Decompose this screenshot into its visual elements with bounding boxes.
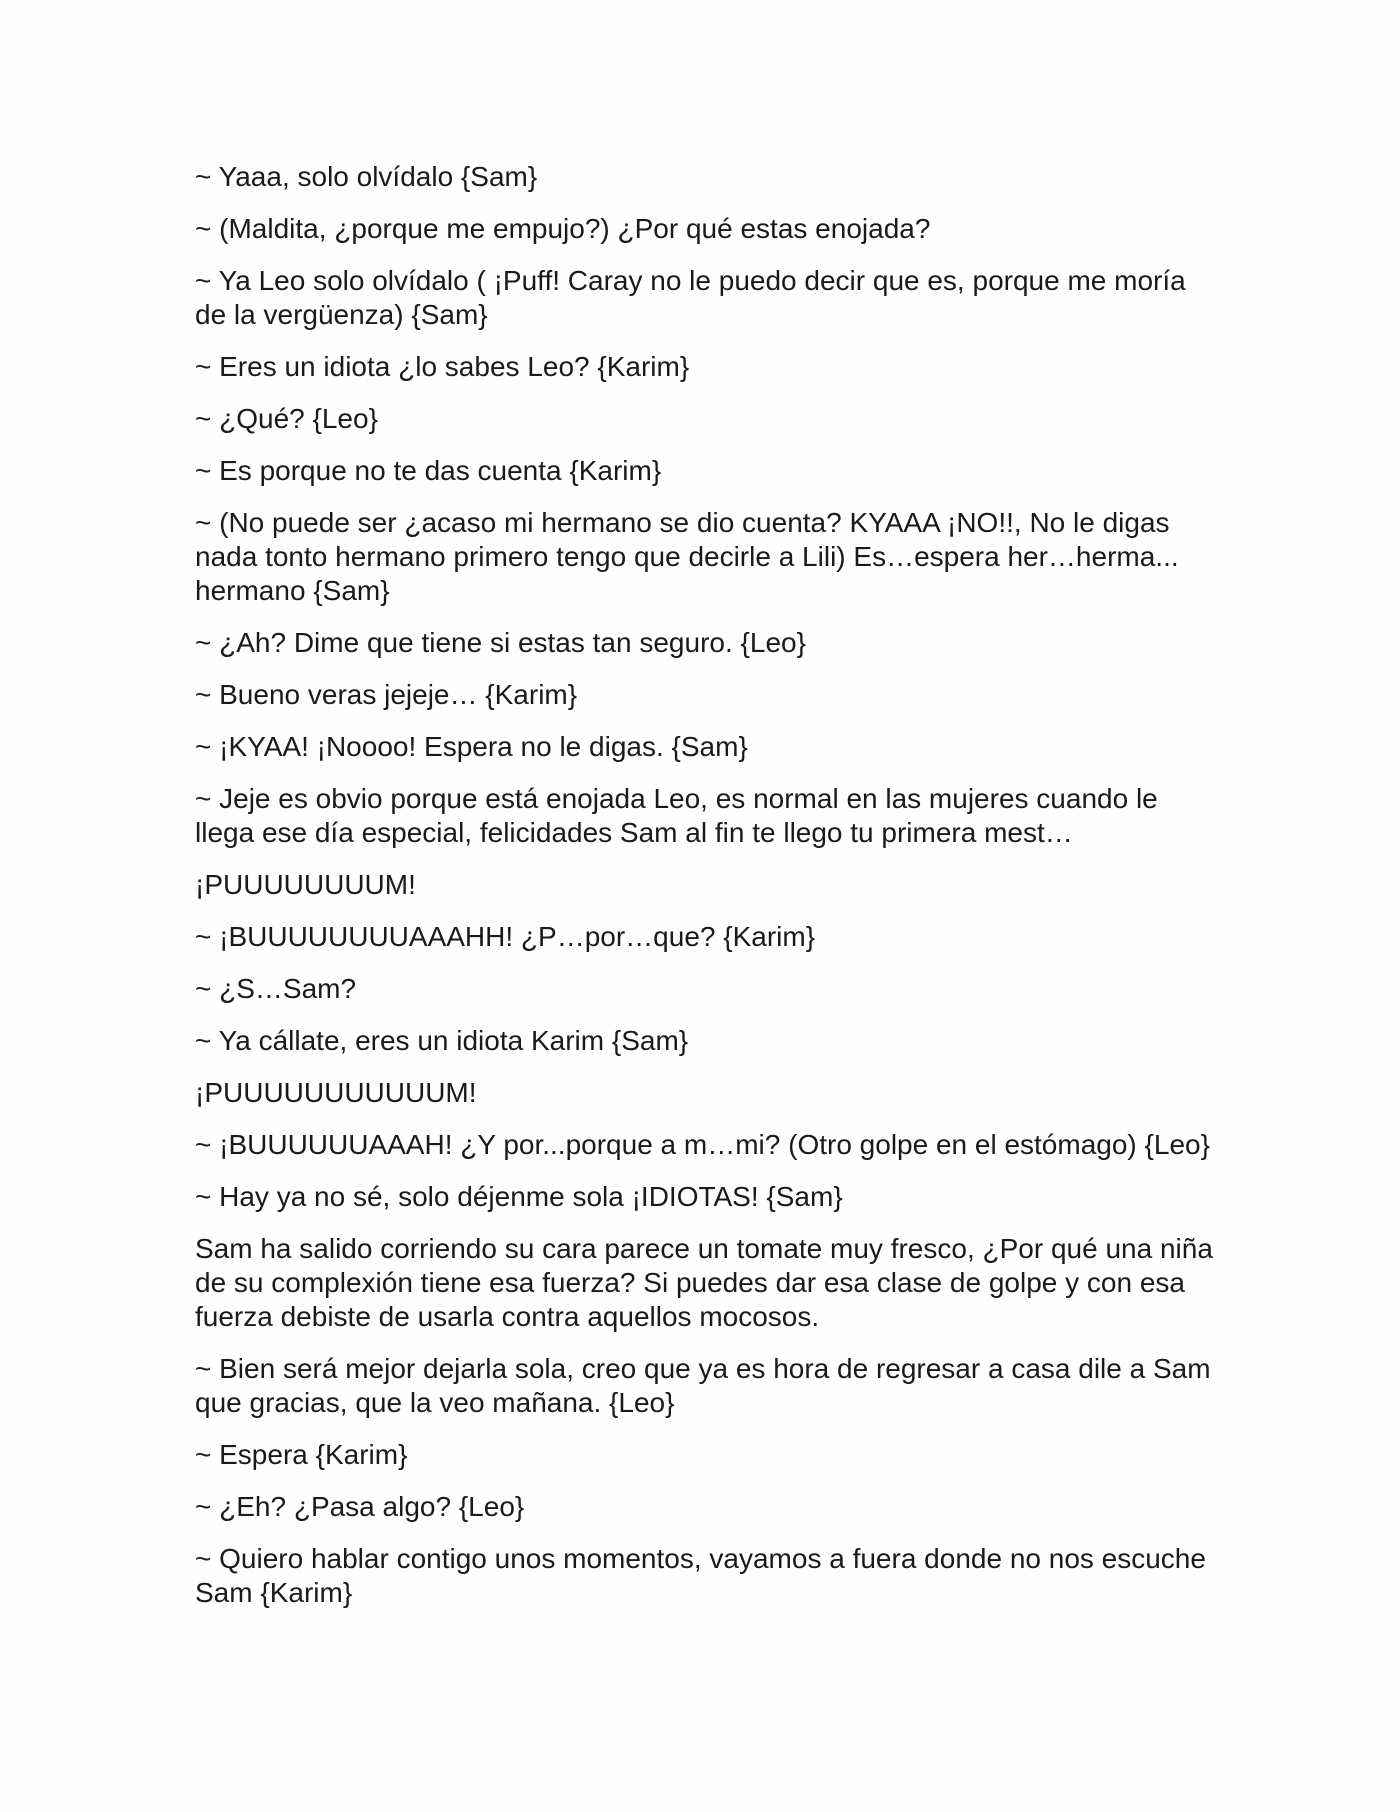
paragraph: ¡PUUUUUUUUM! [195, 869, 416, 900]
paragraph: ~ Espera {Karim} [195, 1439, 408, 1470]
paragraph: ~ ¡BUUUUUUAAAH! ¿Y por...porque a m…mi? (Otro golpe en el estómago) {Leo} [195, 1129, 1210, 1160]
paragraph: ~ (No puede ser ¿acaso mi hermano se dio cuenta? KYAAA ¡NO!!, No le digas nada tonto hermano primero tengo que decirle a Lili) Es…espera her…herma... hermano {Sam} [195, 507, 1187, 606]
paragraph: ~ ¿Qué? {Leo} [195, 403, 378, 434]
paragraph: ~ Ya Leo solo olvídalo ( ¡Puff! Caray no le puedo decir que es, porque me moría de la vergüenza) {Sam} [195, 265, 1194, 330]
paragraph: ¡PUUUUUUUUUUUM! [195, 1077, 477, 1108]
paragraph: ~ ¡BUUUUUUUUAAAHH! ¿P…por…que? {Karim} [195, 921, 816, 952]
paragraph: ~ Bueno veras jejeje… {Karim} [195, 679, 578, 710]
document-body [195, 160, 1221, 1628]
paragraph: ~ ¿Eh? ¿Pasa algo? {Leo} [195, 1491, 525, 1522]
paragraph: ~ (Maldita, ¿porque me empujo?) ¿Por qué estas enojada? [195, 213, 931, 244]
paragraph: ~ Jeje es obvio porque está enojada Leo, es normal en las mujeres cuando le llega ese día especial, felicidades Sam al fin te llego tu primera mest… [195, 783, 1166, 848]
paragraph: Sam ha salido corriendo su cara parece un tomate muy fresco, ¿Por qué una niña de su complexión tiene esa fuerza? Si puedes dar esa clase de golpe y con esa fuerza debiste de usarla contra aquellos mocosos. [195, 1233, 1221, 1332]
paragraph: ~ ¡KYAA! ¡Noooo! Espera no le digas. {Sam} [195, 731, 748, 762]
paragraph: ~ Eres un idiota ¿lo sabes Leo? {Karim} [195, 351, 690, 382]
paragraph: ~ Es porque no te das cuenta {Karim} [195, 455, 662, 486]
paragraph: ~ Quiero hablar contigo unos momentos, vayamos a fuera donde no nos escuche Sam {Karim} [195, 1543, 1214, 1608]
paragraph: ~ Yaaa, solo olvídalo {Sam} [195, 161, 538, 192]
paragraph: ~ Ya cállate, eres un idiota Karim {Sam} [195, 1025, 689, 1056]
paragraph: ~ Bien será mejor dejarla sola, creo que ya es hora de regresar a casa dile a Sam que gracias, que la veo mañana. {Leo} [195, 1353, 1219, 1418]
paragraph: ~ ¿Ah? Dime que tiene si estas tan seguro. {Leo} [195, 627, 806, 658]
paragraph: ~ Hay ya no sé, solo déjenme sola ¡IDIOTAS! {Sam} [195, 1181, 843, 1212]
paragraph: ~ ¿S…Sam? [195, 973, 357, 1004]
